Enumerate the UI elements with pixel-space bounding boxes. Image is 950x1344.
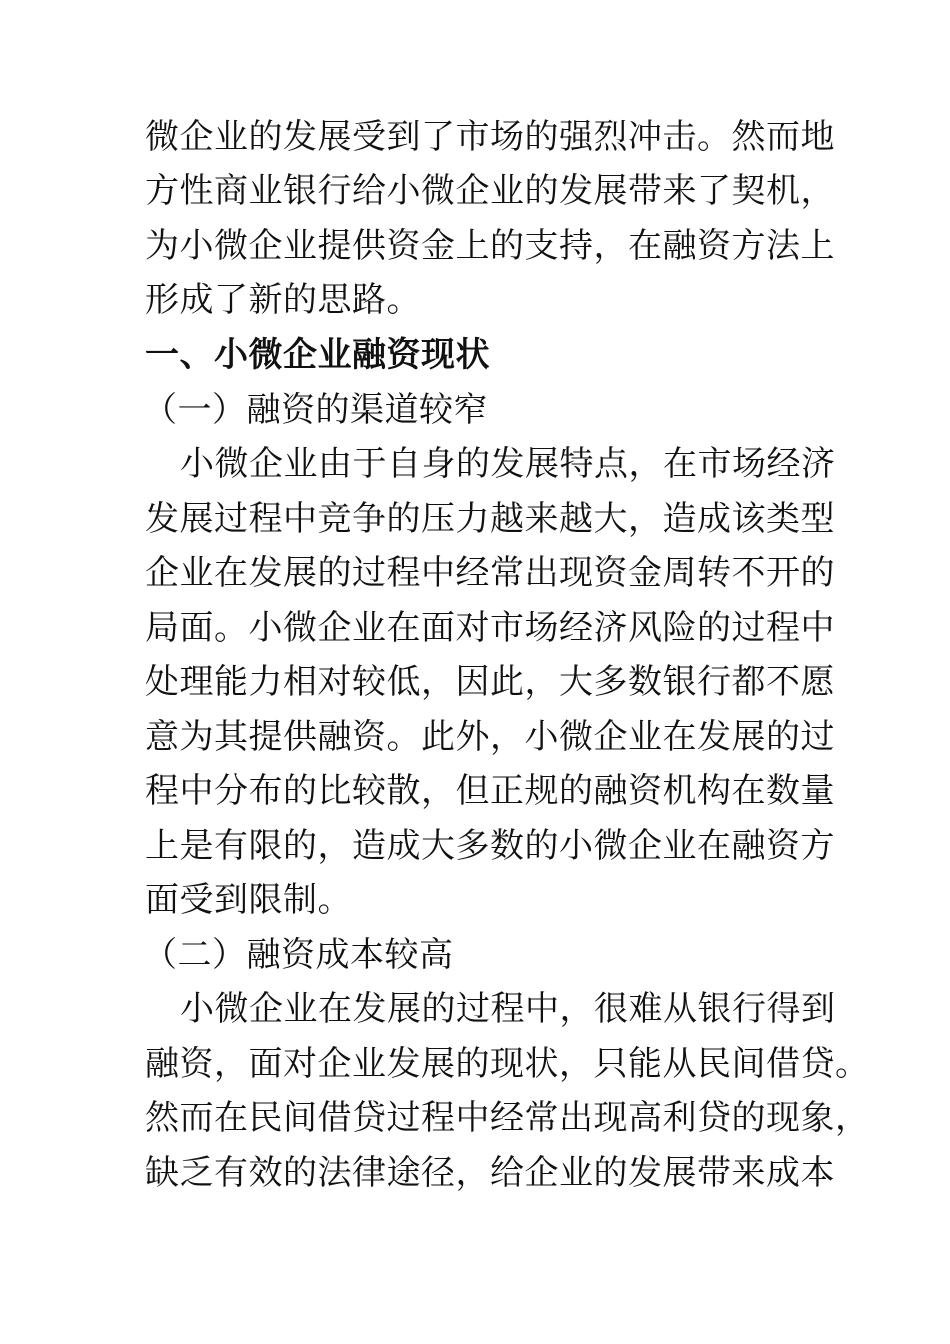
paragraph-1-line-8: 上是有限的，造成大多数的小微企业在融资方 [145,826,835,866]
subsection-title-1: （一）融资的渠道较窄 [143,390,488,430]
intro-line-3: 为小微企业提供资金上的支持，在融资方法上 [145,226,835,266]
paragraph-2-line-4: 缺乏有效的法律途径，给企业的发展带来成本 [145,1153,835,1193]
paragraph-2-line-3: 然而在民间借贷过程中经常出现高利贷的现象， [145,1098,870,1138]
subsection-title-2: （二）融资成本较高 [143,935,454,975]
paragraph-1-line-7: 程中分布的比较散，但正规的融资机构在数量 [145,771,835,811]
paragraph-1-line-5: 处理能力相对较低，因此，大多数银行都不愿 [145,662,835,702]
paragraph-1-line-3: 企业在发展的过程中经常出现资金周转不开的 [145,553,835,593]
paragraph-1-line-1: 小微企业由于自身的发展特点，在市场经济 [180,444,836,484]
intro-line-4: 形成了新的思路。 [145,280,421,320]
section-heading: 一、小微企业融资现状 [145,335,490,375]
intro-line-1: 微企业的发展受到了市场的强烈冲击。然而地 [145,117,835,157]
paragraph-1-line-6: 意为其提供融资。此外，小微企业在发展的过 [145,717,835,757]
paragraph-1-line-4: 局面。小微企业在面对市场经济风险的过程中 [145,608,835,648]
paragraph-2-line-2: 融资，面对企业发展的现状，只能从民间借贷。 [145,1044,870,1084]
paragraph-2-line-1: 小微企业在发展的过程中，很难从银行得到 [180,989,836,1029]
paragraph-1-line-9: 面受到限制。 [145,880,352,920]
intro-line-2: 方性商业银行给小微企业的发展带来了契机， [145,171,835,211]
paragraph-1-line-2: 发展过程中竞争的压力越来越大，造成该类型 [145,499,835,539]
